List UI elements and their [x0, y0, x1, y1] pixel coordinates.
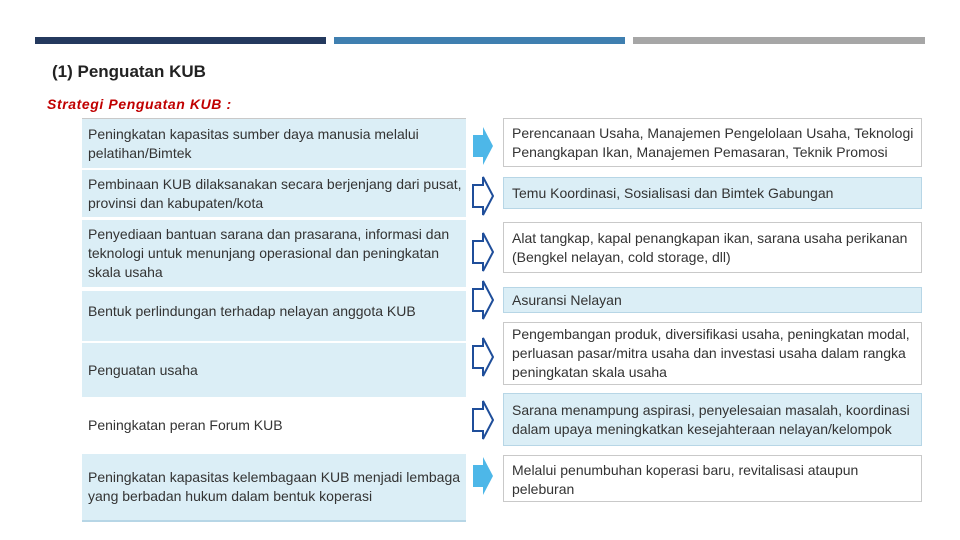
right-item-text: Perencanaan Usaha, Manajemen Pengelolaan Usaha, Teknologi Penangkapan Ikan, Manajemen Pemasaran, Teknik Promosi — [512, 124, 914, 160]
left-item-sdm — [80, 118, 466, 168]
left-item-text: Pembinaan KUB dilaksanakan secara berjenjang dari pusat, provinsi dan kabupaten/kota — [88, 175, 462, 211]
right-item-text: Temu Koordinasi, Sosialisasi dan Bimtek Gabungan — [512, 184, 834, 201]
left-item-penguatan-usaha — [80, 343, 466, 397]
right-item-pengembangan — [503, 322, 922, 385]
arrow-right-icon — [472, 126, 494, 166]
left-item-sarana — [80, 220, 466, 287]
right-item-text: Sarana menampung aspirasi, penyelesaian masalah, koordinasi dalam upaya meningkatkan kesejahteraan nelayan/kelompok — [512, 401, 910, 437]
right-item-text: Melalui penumbuhan koperasi baru, revitalisasi ataupun peleburan — [512, 462, 859, 497]
arrow-right-icon — [472, 232, 494, 272]
right-item-asuransi — [503, 287, 922, 313]
left-item-text: Penguatan usaha — [88, 361, 198, 378]
left-item-perlindungan — [80, 291, 466, 341]
right-item-forum-sarana — [503, 393, 922, 446]
section-subtitle: Strategi Penguatan KUB : — [47, 96, 232, 112]
left-item-pembinaan — [80, 170, 466, 217]
right-item-pelatihan — [503, 118, 922, 167]
left-item-text: Peningkatan peran Forum KUB — [88, 416, 283, 433]
right-item-text: Alat tangkap, kapal penangkapan ikan, sarana usaha perikanan (Bengkel nelayan, cold storage, dll) — [512, 229, 908, 265]
right-item-text: Asuransi Nelayan — [512, 292, 622, 308]
header-bar-navy — [35, 37, 326, 44]
arrow-right-icon — [472, 456, 494, 496]
page-title: (1) Penguatan KUB — [52, 62, 206, 81]
arrow-right-icon — [472, 176, 494, 216]
header-bar-gray — [633, 37, 925, 44]
left-item-text: Penyediaan bantuan sarana dan prasarana, informasi dan teknologi untuk menunjang operasional dan peningkatan skala usaha — [88, 226, 450, 280]
right-item-alat-tangkap — [503, 222, 922, 273]
left-item-forum — [80, 399, 466, 451]
arrow-right-icon — [472, 400, 494, 440]
left-item-text: Peningkatan kapasitas kelembagaan KUB menjadi lembaga yang berbadan hukum dalam bentuk koperasi — [88, 469, 461, 504]
arrow-right-icon — [472, 280, 494, 320]
left-column-divider — [80, 118, 82, 522]
right-item-text: Pengembangan produk, diversifikasi usaha, peningkatan modal, perluasan pasar/mitra usaha dan investasi usaha dalam rangka peningkatan skala usaha — [512, 326, 910, 380]
left-item-text: Bentuk perlindungan terhadap nelayan anggota KUB — [88, 303, 416, 319]
header-bar-blue — [334, 37, 625, 44]
left-item-text: Peningkatan kapasitas sumber daya manusia melalui pelatihan/Bimtek — [88, 125, 419, 161]
right-item-temu-koordinasi — [503, 177, 922, 209]
arrow-right-icon — [472, 337, 494, 377]
left-item-kelembagaan — [80, 454, 466, 522]
right-item-koperasi — [503, 455, 922, 502]
